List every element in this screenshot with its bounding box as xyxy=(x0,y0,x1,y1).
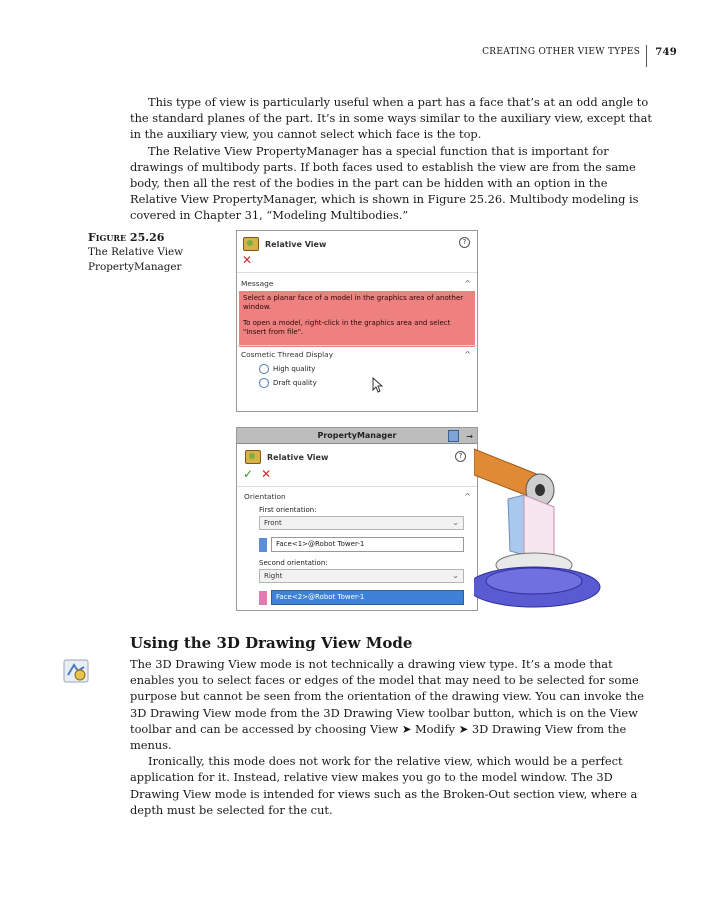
chevron-up-icon: ^ xyxy=(464,492,471,501)
cosmetic-group-label: Cosmetic Thread Display xyxy=(241,350,334,359)
first-orientation-label: First orientation: xyxy=(259,506,317,514)
option-high-label: High quality xyxy=(273,365,316,373)
figure-caption-text: The Relative View PropertyManager xyxy=(88,246,184,273)
paragraph-2: The Relative View PropertyManager has a special function that is important for drawings of multibody parts. If both faces used to establish the view are from the same body, then all the rest of the bodies in the part can be hidden with an option in the Relative View PropertyManager, which is shown in Figure 25.26. Multibody modeling is covered in Chapter 31, “Modeling Multibodies.” xyxy=(130,143,639,223)
chevron-up-icon: ^ xyxy=(464,350,471,359)
divider xyxy=(237,345,477,346)
section-text xyxy=(130,656,654,818)
running-header xyxy=(482,41,677,63)
message-line-2: To open a model, right-click in the graphics area and select "Insert from file". xyxy=(243,319,451,336)
intro-text xyxy=(130,94,654,224)
message-group-label: Message xyxy=(241,279,274,288)
base-top xyxy=(486,568,582,594)
message-line-1: Select a planar face of a model in the graphics area of another window. xyxy=(243,294,464,311)
second-face-selection xyxy=(259,590,464,605)
running-title: CREATING OTHER VIEW TYPES xyxy=(482,47,641,57)
radio-circle-icon xyxy=(259,364,269,374)
panel2-title-row xyxy=(245,450,328,464)
header-divider xyxy=(646,45,647,67)
second-orientation-label: Second orientation: xyxy=(259,559,328,567)
second-orientation-dropdown[interactable] xyxy=(259,569,464,583)
radio-high-quality[interactable] xyxy=(259,364,317,374)
message-box xyxy=(239,291,475,347)
first-face-selection xyxy=(259,537,464,552)
paragraph-1: This type of view is particularly useful when a part has a face that’s at an odd angle to the standard planes of the part. It’s in some ways similar to the auxiliary view, except that in the auxiliary view, you cannot select which face is the top. xyxy=(130,95,652,142)
panel1-title: Relative View xyxy=(265,239,327,249)
mouse-cursor-icon xyxy=(372,377,384,393)
cosmetic-group-header[interactable] xyxy=(241,350,471,359)
section-heading: Using the 3D Drawing View Mode xyxy=(130,634,413,652)
pushpin-icon[interactable] xyxy=(448,430,459,442)
help-icon[interactable]: ? xyxy=(455,451,466,462)
radio-circle-icon xyxy=(259,378,269,388)
column-face-pink xyxy=(524,495,554,561)
joint-hole xyxy=(535,484,545,496)
section-paragraph-2: Ironically, this mode does not work for the relative view, which would be a perfect application for it. Instead, relative view makes you go to the model window. The 3D Drawing View mode is intended for views such as the Broken-Out section view, where a depth must be selected for the cut. xyxy=(130,754,638,817)
first-face-field[interactable]: Face<1>@Robot Tower-1 xyxy=(271,537,464,552)
first-orientation-value: Front xyxy=(264,519,282,527)
orientation-group-label: Orientation xyxy=(244,492,286,501)
relative-view-icon xyxy=(245,450,261,464)
figure-label: Figure 25.26 xyxy=(88,231,165,244)
chevron-down-icon: ⌄ xyxy=(452,571,459,580)
panel2-title: Relative View xyxy=(267,452,329,462)
thread-options xyxy=(259,364,317,392)
chevron-up-icon: ^ xyxy=(464,279,471,288)
first-orientation-dropdown[interactable] xyxy=(259,516,464,530)
ok-cancel-row xyxy=(243,467,271,481)
robot-tower-model xyxy=(474,437,654,612)
orientation-fields xyxy=(259,506,464,605)
face2-swatch xyxy=(259,591,267,605)
propertymanager-header xyxy=(237,428,477,444)
panel1-title-row xyxy=(243,237,326,251)
help-icon[interactable]: ? xyxy=(459,237,470,248)
relative-view-icon xyxy=(243,237,259,251)
option-draft-label: Draft quality xyxy=(273,379,317,387)
3d-drawing-view-icon xyxy=(62,657,90,685)
radio-draft-quality[interactable] xyxy=(259,378,317,388)
divider xyxy=(237,486,477,487)
divider xyxy=(237,272,477,273)
ok-check-icon[interactable]: ✓ xyxy=(243,467,254,481)
relative-view-panel-1 xyxy=(236,230,478,412)
page-number: 749 xyxy=(655,46,677,58)
pin-icon[interactable]: → xyxy=(466,432,473,441)
orientation-group-header[interactable] xyxy=(244,492,471,501)
propertymanager-title: PropertyManager xyxy=(317,431,397,440)
chevron-down-icon: ⌄ xyxy=(452,518,459,527)
cancel-icon[interactable]: ✕ xyxy=(242,253,253,267)
relative-view-panel-2 xyxy=(236,427,478,611)
message-group-header[interactable] xyxy=(241,279,471,288)
face1-swatch xyxy=(259,538,267,552)
section-paragraph-1: The 3D Drawing View mode is not technically a drawing view type. It’s a mode that enables you to select faces or edges of the model that may need to be selected for some purpose but cannot be seen from the orientation of the drawing view. You can invoke the 3D Drawing View mode from the 3D Drawing View toolbar button, which is on the View toolbar and can be accessed by choosing View ➤ Modify ➤ 3D Drawing View from the menus. xyxy=(130,657,644,753)
cancel-icon[interactable]: ✕ xyxy=(261,467,272,481)
figure-caption xyxy=(88,230,208,275)
column-face-blue xyxy=(508,495,524,555)
second-face-field[interactable]: Face<2>@Robot Tower-1 xyxy=(271,590,464,605)
second-orientation-value: Right xyxy=(264,572,283,580)
